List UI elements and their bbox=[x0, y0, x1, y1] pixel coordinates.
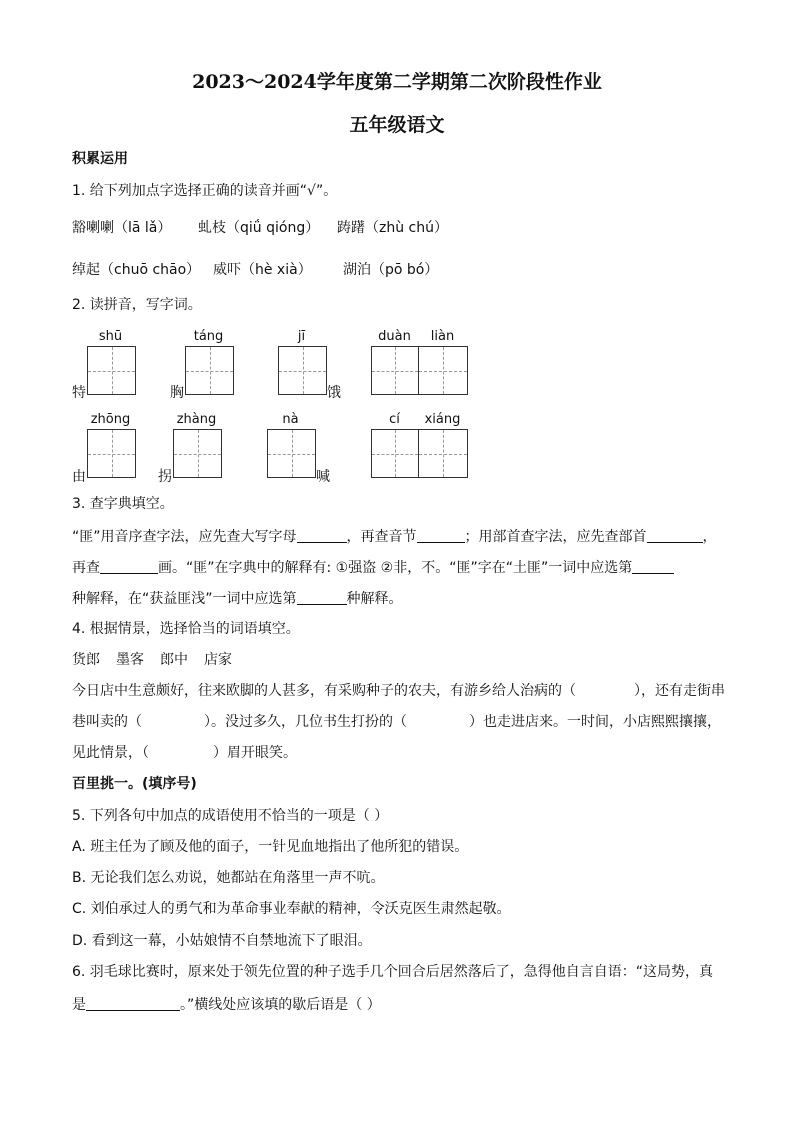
q1-item: 踌躇（zhù chú） bbox=[337, 220, 448, 236]
q4-text: ），还有走街串 bbox=[634, 683, 725, 699]
question-6-stem: 6. 羽毛球比赛时，原来处于领先位置的种子选手几个回合后居然落后了，急得他自言自语：“这局势，真 bbox=[72, 964, 714, 980]
q3-text: 画。“匪”在字典中的解释有: ①强盗 ②非，不。“匪”字在“土匪”一词中应选第 bbox=[158, 560, 633, 576]
option-a: A. 班主任为了顾及他的面子，一针见血地指出了他所犯的错误。 bbox=[72, 839, 469, 855]
writing-grid[interactable] bbox=[371, 346, 468, 395]
prefix-char: 拐 bbox=[158, 469, 172, 485]
writing-grid[interactable] bbox=[173, 429, 222, 478]
page-subtitle: 五年级语文 bbox=[349, 114, 445, 136]
q4-text: ）眉开眼笑。 bbox=[213, 745, 297, 761]
word-option: 郎中 bbox=[160, 652, 188, 668]
option-b: B. 无论我们怎么劝说，她都站在角落里一声不吭。 bbox=[72, 870, 385, 886]
q1-item: 虬枝（qiǘ qióng） bbox=[198, 220, 320, 236]
q3-text: “匪”用音序查字法，应先查大写字母 bbox=[72, 529, 297, 545]
pinyin-label: zhàng bbox=[176, 412, 217, 427]
q3-text: ， bbox=[702, 529, 717, 545]
question-5-stem: 5. 下列各句中加点的成语使用不恰当的一项是（ ） bbox=[72, 808, 389, 824]
section-heading: 积累运用 bbox=[72, 151, 128, 167]
writing-grid[interactable] bbox=[278, 346, 327, 395]
answer-blank[interactable] bbox=[86, 996, 180, 1011]
option-d: D. 看到这一幕，小姑娘情不自禁地流下了眼泪。 bbox=[72, 933, 372, 949]
answer-blank[interactable] bbox=[100, 559, 158, 574]
q1-item: 豁喇喇（lā lǎ） bbox=[72, 220, 172, 236]
question-3-stem: 3. 查字典填空。 bbox=[72, 496, 174, 512]
pinyin-label: cí bbox=[389, 412, 400, 427]
q6-text: 是 bbox=[72, 997, 86, 1013]
q3-text: ；用部首查字法，应先查部首 bbox=[464, 529, 647, 545]
option-c: C. 刘伯承过人的勇气和为革命事业奉献的精神，令沃克医生肃然起敬。 bbox=[72, 901, 511, 917]
writing-grid[interactable] bbox=[371, 429, 468, 478]
answer-blank[interactable] bbox=[297, 528, 347, 543]
prefix-char: 胸 bbox=[170, 385, 184, 401]
q3-text: ，再查音节 bbox=[346, 529, 417, 545]
q4-text: ）也走进店来。一时间，小店熙熙攘攘， bbox=[469, 714, 721, 730]
pinyin-label: duàn bbox=[378, 329, 411, 344]
pinyin-label: xiáng bbox=[424, 412, 461, 427]
answer-blank[interactable] bbox=[647, 528, 703, 543]
q3-line-2 bbox=[72, 559, 674, 575]
q1-item: 湖泊（pō bó） bbox=[343, 262, 439, 278]
q4-para-line-3 bbox=[72, 746, 297, 760]
writing-grid[interactable] bbox=[87, 429, 136, 478]
section-heading: 百里挑一。(填序号) bbox=[72, 776, 197, 792]
pinyin-label: shū bbox=[98, 329, 123, 344]
pinyin-label: táng bbox=[193, 329, 224, 344]
q3-line-1 bbox=[72, 528, 717, 544]
q3-text: 种解释。 bbox=[346, 591, 403, 607]
answer-blank[interactable] bbox=[417, 528, 465, 543]
q6-line-2 bbox=[72, 996, 381, 1012]
suffix-char: 饿 bbox=[327, 385, 341, 401]
page-title: 2023～2024学年度第二学期第二次阶段性作业 bbox=[192, 71, 602, 93]
prefix-char: 特 bbox=[72, 385, 86, 401]
q4-text: ）。没过多久，几位书生打扮的（ bbox=[204, 714, 407, 730]
q3-text: 再查 bbox=[72, 560, 100, 576]
pinyin-label: liàn bbox=[430, 329, 455, 344]
word-option: 货郎 bbox=[72, 652, 100, 668]
word-option: 墨客 bbox=[116, 652, 144, 668]
suffix-char: 喊 bbox=[316, 469, 330, 485]
q4-para-line-2 bbox=[72, 715, 721, 729]
word-option: 店家 bbox=[204, 652, 232, 668]
q4-text: 今日店中生意颇好，往来欧脚的人甚多，有采购种子的农夫，有游乡给人治病的（ bbox=[72, 683, 576, 699]
q3-text: 种解释，在“获益匪浅”一词中应选第 bbox=[72, 591, 297, 607]
q1-item: 威吓（hè xià） bbox=[213, 262, 312, 278]
q4-para-line-1 bbox=[72, 684, 725, 698]
prefix-char: 由 bbox=[72, 469, 86, 485]
word-bank bbox=[72, 653, 232, 667]
q6-text: 。”横线处应该填的歇后语是（ ） bbox=[180, 997, 381, 1013]
question-1-stem: 1. 给下列加点字选择正确的读音并画“√”。 bbox=[72, 183, 338, 199]
pinyin-label: zhōng bbox=[90, 412, 131, 427]
question-2-stem: 2. 读拼音，写字词。 bbox=[72, 297, 202, 313]
q3-line-3 bbox=[72, 590, 403, 606]
answer-blank[interactable] bbox=[297, 590, 347, 605]
writing-grid[interactable] bbox=[267, 429, 316, 478]
answer-blank[interactable] bbox=[632, 559, 674, 574]
q4-text: 巷叫卖的（ bbox=[72, 714, 142, 730]
pinyin-label: jī bbox=[297, 329, 306, 344]
writing-grid[interactable] bbox=[87, 346, 136, 395]
pinyin-label: nà bbox=[282, 412, 299, 427]
q4-text: 见此情景，（ bbox=[72, 745, 149, 761]
question-4-stem: 4. 根据情景，选择恰当的词语填空。 bbox=[72, 621, 300, 637]
writing-grid[interactable] bbox=[185, 346, 234, 395]
q1-item: 绰起（chuō chāo） bbox=[72, 262, 201, 278]
